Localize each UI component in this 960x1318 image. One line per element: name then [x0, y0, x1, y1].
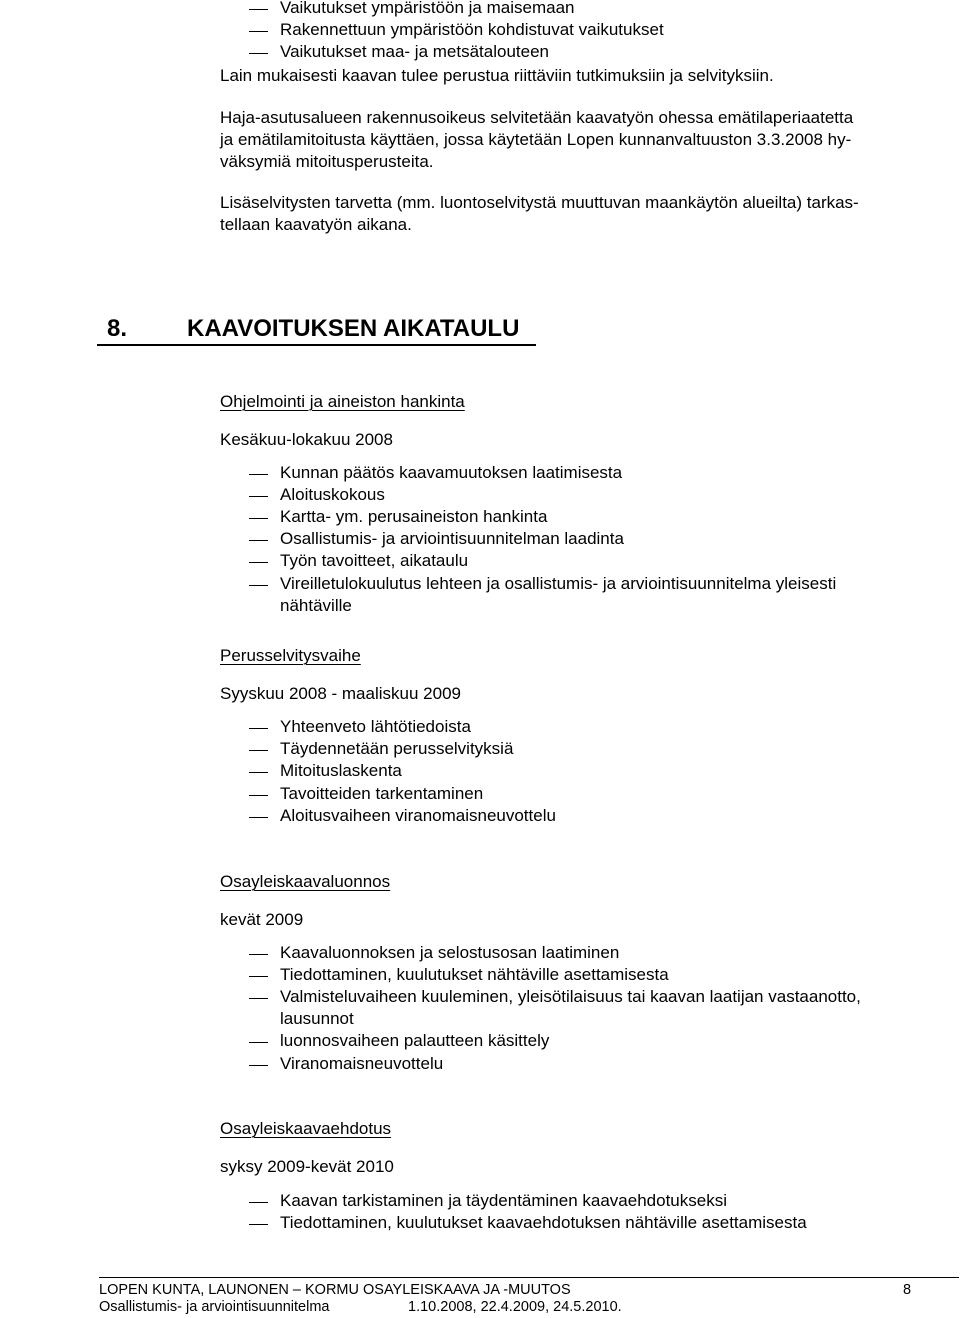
list-item: Kunnan päätös kaavamuutoksen laatimisesta — [280, 463, 623, 482]
list-dash — [249, 750, 268, 751]
list-dash — [249, 976, 268, 977]
paragraph-line: väksymiä mitoitusperusteita. — [220, 152, 434, 171]
phase-period: kevät 2009 — [220, 910, 304, 929]
phase-title: Ohjelmointi ja aineiston hankinta — [220, 392, 465, 411]
list-item: Tavoitteiden tarkentaminen — [280, 784, 484, 803]
list-item: Mitoituslaskenta — [280, 761, 402, 780]
footer-title: LOPEN KUNTA, LAUNONEN – KORMU OSAYLEISKAAVA JA -MUUTOS — [99, 1282, 571, 1298]
heading-underline — [97, 344, 536, 346]
paragraph-line: Lisäselvitysten tarvetta (mm. luontoselvitystä muuttuvan maankäytön alueilta) tarkas- — [220, 193, 859, 212]
phase-title: Perusselvitysvaihe — [220, 646, 361, 665]
list-dash — [249, 1224, 268, 1225]
list-item: Valmisteluvaiheen kuuleminen, yleisötilaisuus tai kaavan laatijan vastaanotto, — [280, 987, 861, 1006]
phase-period: syksy 2009-kevät 2010 — [220, 1157, 394, 1176]
list-dash — [249, 540, 268, 541]
footer-dates: 1.10.2008, 22.4.2009, 24.5.2010. — [408, 1299, 622, 1315]
list-dash — [249, 53, 268, 54]
list-dash — [249, 562, 268, 563]
list-dash — [249, 728, 268, 729]
list-item: Aloituskokous — [280, 485, 385, 504]
list-dash — [249, 474, 268, 475]
paragraph-line: ja emätilamitoitusta käyttäen, jossa käytetään Lopen kunnanvaltuuston 3.3.2008 hy- — [220, 130, 852, 149]
phase-title: Osayleiskaavaluonnos — [220, 872, 391, 891]
list-item-continuation: nähtäville — [280, 596, 352, 615]
list-dash — [249, 31, 268, 32]
list-item: Vireilletulokuulutus lehteen ja osallistumis- ja arviointisuunnitelma yleisesti — [280, 574, 837, 593]
paragraph: Lain mukaisesti kaavan tulee perustua riittäviin tutkimuksiin ja selvityksiin. — [220, 66, 774, 85]
footer-document-name: Osallistumis- ja arviointisuunnitelma — [99, 1299, 330, 1315]
list-item: Kartta- ym. perusaineiston hankinta — [280, 507, 548, 526]
phase-period: Syyskuu 2008 - maaliskuu 2009 — [220, 684, 461, 703]
list-dash — [249, 585, 268, 586]
list-item: Yhteenveto lähtötiedoista — [280, 717, 471, 736]
list-item: luonnosvaiheen palautteen käsittely — [280, 1031, 550, 1050]
list-dash — [249, 518, 268, 519]
list-dash — [249, 1065, 268, 1066]
list-item: Täydennetään perusselvityksiä — [280, 739, 514, 758]
phase-period: Kesäkuu-lokakuu 2008 — [220, 430, 393, 449]
list-item: Rakennettuun ympäristöön kohdistuvat vaikutukset — [280, 20, 664, 39]
list-item: Viranomaisneuvottelu — [280, 1054, 444, 1073]
list-item: Kaavan tarkistaminen ja täydentäminen kaavaehdotukseksi — [280, 1191, 727, 1210]
list-item: Tiedottaminen, kuulutukset nähtäville asettamisesta — [280, 965, 669, 984]
list-dash — [249, 817, 268, 818]
list-dash — [249, 795, 268, 796]
phase-title: Osayleiskaavaehdotus — [220, 1119, 392, 1138]
list-item: Kaavaluonnoksen ja selostusosan laatiminen — [280, 943, 620, 962]
list-item: Aloitusvaiheen viranomaisneuvottelu — [280, 806, 556, 825]
list-item: Vaikutukset ympäristöön ja maisemaan — [280, 0, 575, 17]
list-dash — [249, 9, 268, 10]
footer-rule — [99, 1277, 959, 1278]
footer-page-number: 8 — [903, 1282, 912, 1298]
list-dash — [249, 772, 268, 773]
list-item: Vaikutukset maa- ja metsätalouteen — [280, 42, 549, 61]
list-dash — [249, 954, 268, 955]
list-dash — [249, 496, 268, 497]
list-dash — [249, 998, 268, 999]
paragraph-line: tellaan kaavatyön aikana. — [220, 215, 412, 234]
list-item: Osallistumis- ja arviointisuunnitelman laadinta — [280, 529, 624, 548]
paragraph-line: Haja-asutusalueen rakennusoikeus selvitetään kaavatyön ohessa emätilaperiaatetta — [220, 108, 854, 127]
list-dash — [249, 1042, 268, 1043]
section-heading: KAAVOITUKSEN AIKATAULU — [187, 315, 520, 342]
list-item-continuation: lausunnot — [280, 1009, 354, 1028]
list-item: Tiedottaminen, kuulutukset kaavaehdotuksen nähtäville asettamisesta — [280, 1213, 807, 1232]
list-item: Työn tavoitteet, aikataulu — [280, 551, 469, 570]
section-number: 8. — [107, 315, 128, 342]
list-dash — [249, 1202, 268, 1203]
